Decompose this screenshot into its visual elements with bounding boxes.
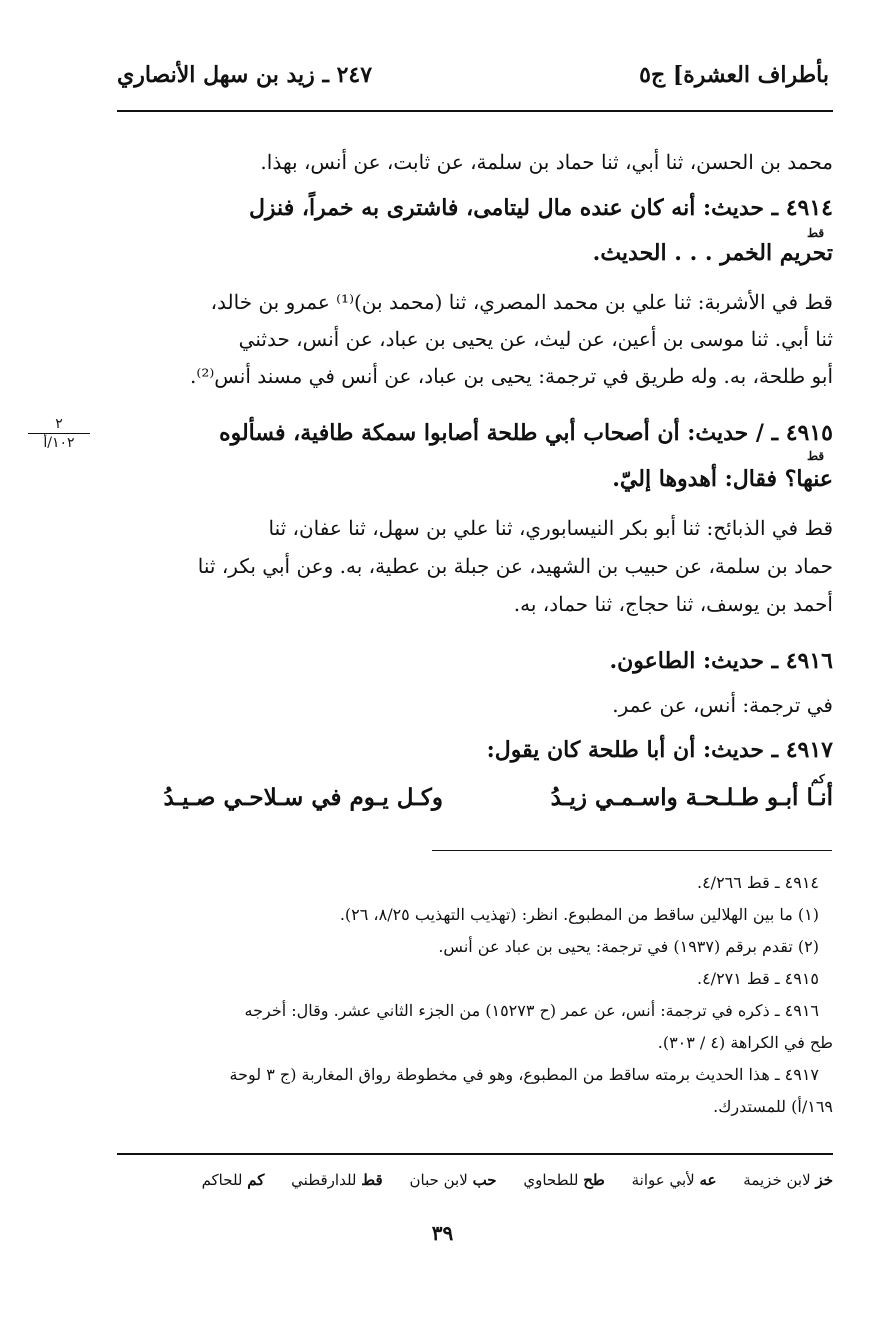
footnote-line: ٤٩١٦ ـ ذكره في ترجمة: أنس، عن عمر (ح ١٥٢٧٣) من الجزء الثاني عشر. وقال: أخرجه: [244, 1001, 819, 1020]
footnote-line: طح في الكراهة (٤ / ٣٠٣).: [657, 1033, 833, 1052]
hadith-4915-heading: ٤٩١٥ ـ / حديث: أن أصحاب أبي طلحة أصابوا سمكة طافية، فسألوه: [219, 420, 833, 446]
manuscript-folio-note: [28, 416, 90, 451]
folio-marker: ٢: [55, 416, 63, 432]
abbr-item: طح للطحاوي: [523, 1171, 605, 1189]
text-line: أحمد بن يوسف، ثنا حجاج، ثنا حماد، به.: [513, 592, 833, 616]
source-symbol: قط: [807, 226, 825, 240]
footer-rule: [117, 1153, 833, 1155]
source-symbol: قط: [807, 449, 825, 463]
footnote-line: (٢) تقدم برقم (١٩٣٧) في ترجمة: يحيى بن عباد عن أنس.: [438, 937, 819, 956]
folio-reference: ١٠٢/أ: [43, 435, 75, 451]
header-book-title: بأطراف العشرة] ج٥: [639, 62, 829, 88]
footnote-line: ٤٩١٤ ـ قط ٤/٢٦٦.: [696, 873, 819, 892]
header-section-title: ٢٤٧ ـ زيد بن سهل الأنصاري: [117, 62, 373, 88]
abbr-item: حب لابن حبان: [409, 1171, 497, 1189]
hadith-4916-heading: ٤٩١٦ ـ حديث: الطاعون.: [609, 648, 833, 674]
text-line: حماد بن سلمة، عن حبيب بن الشهيد، عن جبلة بن عطية، به. وعن أبي بكر، ثنا: [197, 554, 833, 578]
verse-second-hemistich: وكـل يـوم في سـلاحـي صـيـدُ: [163, 784, 443, 811]
hadith-4917-heading: ٤٩١٧ ـ حديث: أن أبا طلحة كان يقول:: [486, 737, 833, 763]
verse-first-hemistich: أنـا أبـو طـلـحـة واسـمـي زيـدُ: [550, 784, 833, 811]
text-line: قط في الأشربة: ثنا علي بن محمد المصري، ثنا (محمد بن)⁽¹⁾ عمرو بن خالد،: [210, 290, 833, 314]
hadith-4915-continuation: عنها؟ فقال: أهدوها إليّ.: [612, 466, 833, 492]
footnotes: [117, 0, 833, 1150]
footnote-line: ١٦٩/أ) للمستدرك.: [713, 1097, 833, 1116]
abbreviation-key: [180, 1171, 833, 1189]
footnote-line: (١) ما بين الهلالين ساقط من المطبوع. انظر: (تهذيب التهذيب ٨/٢٥، ٢٦).: [339, 905, 819, 924]
hadith-4914-heading: ٤٩١٤ ـ حديث: أنه كان عنده مال ليتامى، فاشترى به خمراً، فنزل: [248, 195, 833, 221]
source-symbol: كم: [811, 772, 825, 786]
abbr-item: عه لأبي عوانة: [631, 1171, 717, 1189]
abbr-item: خز لابن خزيمة: [743, 1171, 833, 1189]
text-line: في ترجمة: أنس، عن عمر.: [612, 693, 833, 717]
text-line: أبو طلحة، به. وله طريق في ترجمة: يحيى بن عباد، عن أنس في مسند أنس⁽²⁾.: [190, 364, 833, 388]
folio-rule: [28, 433, 90, 434]
abbr-item: قط للدارقطني: [291, 1171, 383, 1189]
footnote-line: ٤٩١٧ ـ هذا الحديث برمته ساقط من المطبوع، وهو في مخطوطة رواق المغاربة (ج ٣ لوحة: [229, 1065, 819, 1084]
hadith-4914-continuation: تحريم الخمر . . . الحديث.: [592, 240, 833, 266]
footnote-line: ٤٩١٥ ـ قط ٤/٢٧١.: [696, 969, 819, 988]
text-line: ثنا أبي. ثنا موسى بن أعين، عن ليث، عن يحيى بن عباد، عن أنس، حدثني: [238, 327, 833, 351]
abbr-item: كم للحاكم: [201, 1171, 265, 1189]
text-line: قط في الذبائح: ثنا أبو بكر النيسابوري، ثنا علي بن سهل، ثنا عفان، ثنا: [268, 516, 833, 540]
text-line: محمد بن الحسن، ثنا أبي، ثنا حماد بن سلمة، عن ثابت، عن أنس، بهذا.: [260, 150, 833, 174]
page-number: ٣٩: [431, 1221, 454, 1245]
